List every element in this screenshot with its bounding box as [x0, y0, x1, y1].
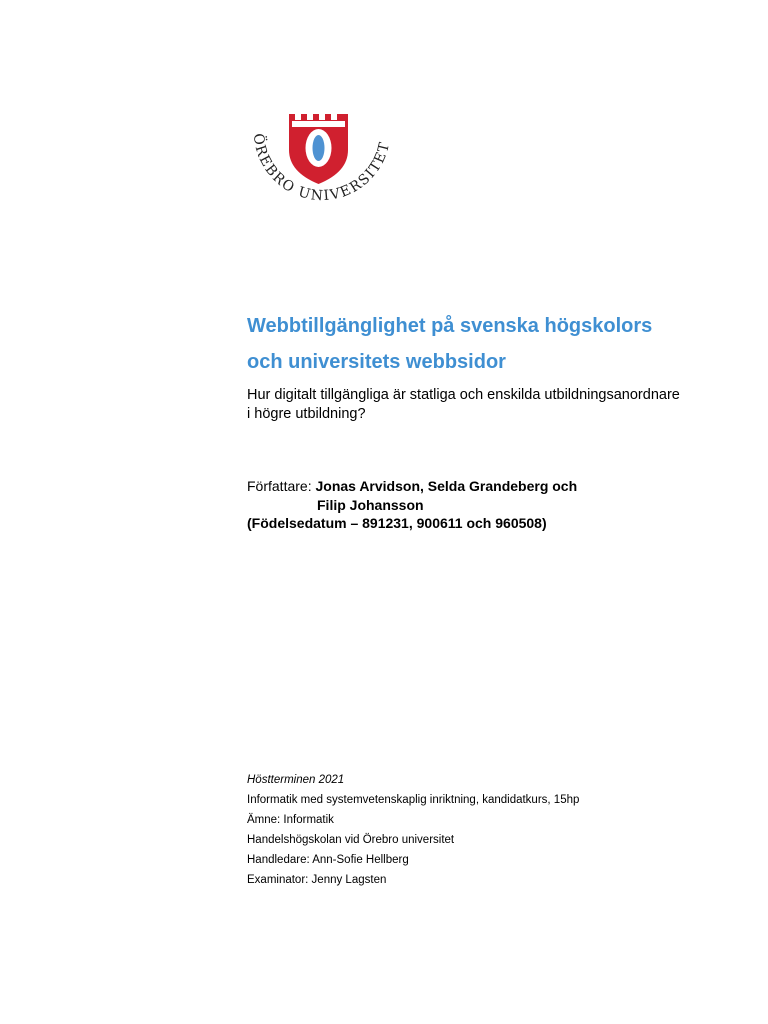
- logo-arc-text: ÖREBRO UNIVERSITET: [249, 132, 394, 205]
- term: Höstterminen 2021: [247, 774, 345, 786]
- authors-block: [247, 477, 727, 533]
- supervisor: Handledare: Ann-Sofie Hellberg: [247, 854, 409, 866]
- subject: Ämne: Informatik: [247, 814, 334, 826]
- subtitle-line-2: i högre utbildning?: [247, 406, 366, 422]
- document-title: [247, 308, 727, 380]
- subtitle-line-1: Hur digitalt tillgängliga är statliga och enskilda utbildningsanordnare: [247, 387, 680, 403]
- authors-line-1: Jonas Arvidson, Selda Grandeberg och: [315, 478, 578, 494]
- examiner: Examinator: Jenny Lagsten: [247, 874, 387, 886]
- course-info: [247, 770, 727, 890]
- title-line-2: och universitets webbsidor: [247, 351, 506, 373]
- document-subtitle: [247, 386, 707, 424]
- school: Handelshögskolan vid Örebro universitet: [247, 834, 455, 846]
- birthdates: (Födelsedatum – 891231, 900611 och 960508): [247, 515, 547, 531]
- title-line-1: Webbtillgänglighet på svenska högskolors: [247, 315, 653, 337]
- authors-label: Författare:: [247, 478, 312, 494]
- authors-line-2: Filip Johansson: [317, 496, 424, 513]
- university-logo: [240, 104, 400, 224]
- course: Informatik med systemvetenskaplig inriktning, kandidatkurs, 15hp: [247, 794, 580, 806]
